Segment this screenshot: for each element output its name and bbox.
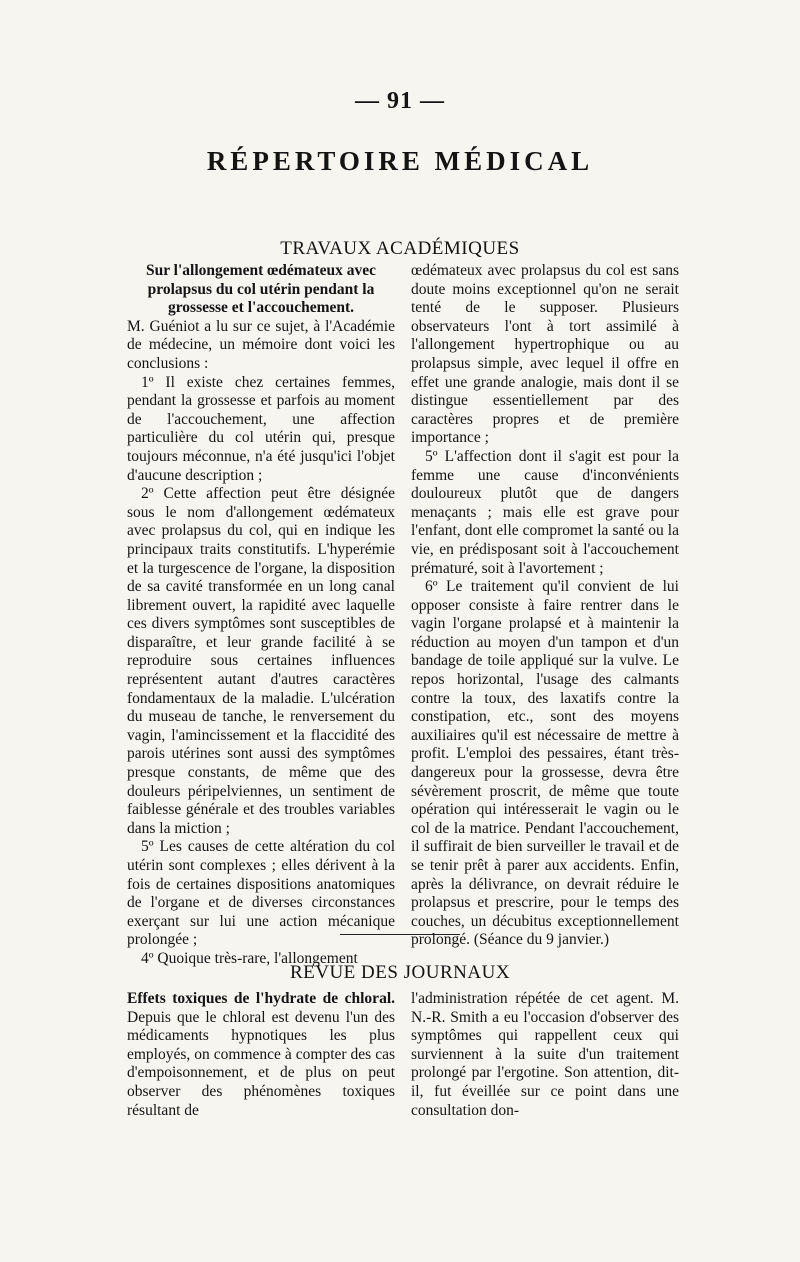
article-right-column <box>411 262 679 950</box>
article-paragraph: 5º L'affection dont il s'agit est pour la femme une cause d'inconvénients douloureux plutôt que de dangers menaçants ; mais elle est grave pour l'enfant, dont elle compromet la santé ou la vie, en prédisposant soit à l'accouchement prématuré, soit à l'avortement ; <box>411 447 679 577</box>
article-paragraph: 1º Il existe chez certaines femmes, pendant la grossesse et parfois au moment de l'accouchement, une affection particulière du col utérin qui, presque toujours méconnue, n'a été jusqu'ici l'objet d'aucune description ; <box>127 373 395 484</box>
article-title: Effets toxiques de l'hydrate de chloral. <box>127 990 395 1007</box>
article-paragraph <box>127 990 395 1120</box>
journal-title: RÉPERTOIRE MÉDICAL <box>206 146 594 176</box>
article-paragraph: œdémateux avec prolapsus du col est sans doute moins exceptionnel qu'on ne serait tenté de le supposer. Plusieurs observateurs l'ont à tort assimilé à l'allongement hypertrophique ou au prolapsus simple, avec lequel il offre en effet une grande analogie, mais dont il se distingue essentiellement par des caractères propres et de première importance ; <box>411 262 679 447</box>
article-paragraph: 5º Les causes de cette altération du col utérin sont complexes ; elles dérivent à la fois de certaines dispositions anatomiques de l'organe et de diverses circonstances exerçant sur lui une action mécanique prolongée ; <box>127 838 395 949</box>
section-heading-revue: REVUE DES JOURNAUX <box>289 962 511 983</box>
section-separator <box>340 934 460 935</box>
article-left-column <box>127 262 395 969</box>
article-paragraph: 2º Cette affection peut être désignée sous le nom d'allongement œdémateux avec prolapsus du col, qui en indique les principaux traits constitutifs. L'hyperémie et la turgescence de l'organe, la disposition de sa cavité transformée en un long canal librement ouvert, la rapidité avec laquelle ces divers symptômes sont susceptibles de disparaître, et leur grande facilité à se reproduire sous certaines influences représentent autant d'autres caractères fondamentaux de la maladie. L'ulcération du museau de tanche, le renversement du vagin, l'amincissement et la flaccidité des parois utérines sont aussi des symptômes presque constants, de même que des douleurs péripelviennes, un sentiment de faiblesse générale et des troubles variables dans la miction ; <box>127 485 395 837</box>
article-paragraph <box>127 262 395 374</box>
paragraph-text: M. Guéniot a lu sur ce sujet, à l'Académie de médecine, un mémoire dont voici les conclusions : <box>127 317 395 372</box>
article-right-column-2 <box>411 990 679 1120</box>
article-left-column-2 <box>127 990 395 1120</box>
article-title: Sur l'allongement œdémateux avec prolapsus du col utérin pendant la grossesse et l'accouchement. <box>145 262 377 317</box>
article-paragraph: 6º Le traitement qu'il convient de lui opposer consiste à faire rentrer dans le vagin l'organe prolapsé et à maintenir la réduction au moyen d'un tampon et d'un bandage de toile appliqué sur la vulve. Le repos horizontal, l'usage des calmants contre la toux, des laxatifs contre la constipation, etc., sont des moyens auxiliaires qu'il est nécessaire de mettre à profit. L'emploi des pessaires, étant très-dangereux pour la grossesse, devra être sévèrement proscrit, de même que toute opération qui intéresserait le vagin ou le col de la matrice. Pendant l'accouchement, il suffirait de bien surveiller le travail et de se tenir prêt à parer aux accidents. Enfin, après la délivrance, on devrait réduire le prolapsus et prescrire, pour le temps des couches, un décubitus exceptionnellement prolongé. (Séance du 9 janvier.) <box>411 578 679 949</box>
paragraph-text: Depuis que le chloral est devenu l'un des médicaments hypnotiques les plus employés, on commence à compter des cas d'empoisonnement, et de plus on peut observer des phénomènes toxiques résultant de <box>127 1008 395 1119</box>
section-heading-travaux: TRAVAUX ACADÉMIQUES <box>280 238 520 259</box>
article-paragraph: l'administration répétée de cet agent. M. N.-R. Smith a eu l'occasion d'observer des symptômes qui rappellent ceux qui surviennent à la suite d'un traitement prolongé par l'ergotine. Son attention, dit-il, fut éveillée sur ce point dans une consultation don- <box>411 990 679 1119</box>
article-paragraph: 4º Quoique très-rare, l'allongement <box>141 949 358 967</box>
page-number: — 91 — <box>355 88 445 114</box>
